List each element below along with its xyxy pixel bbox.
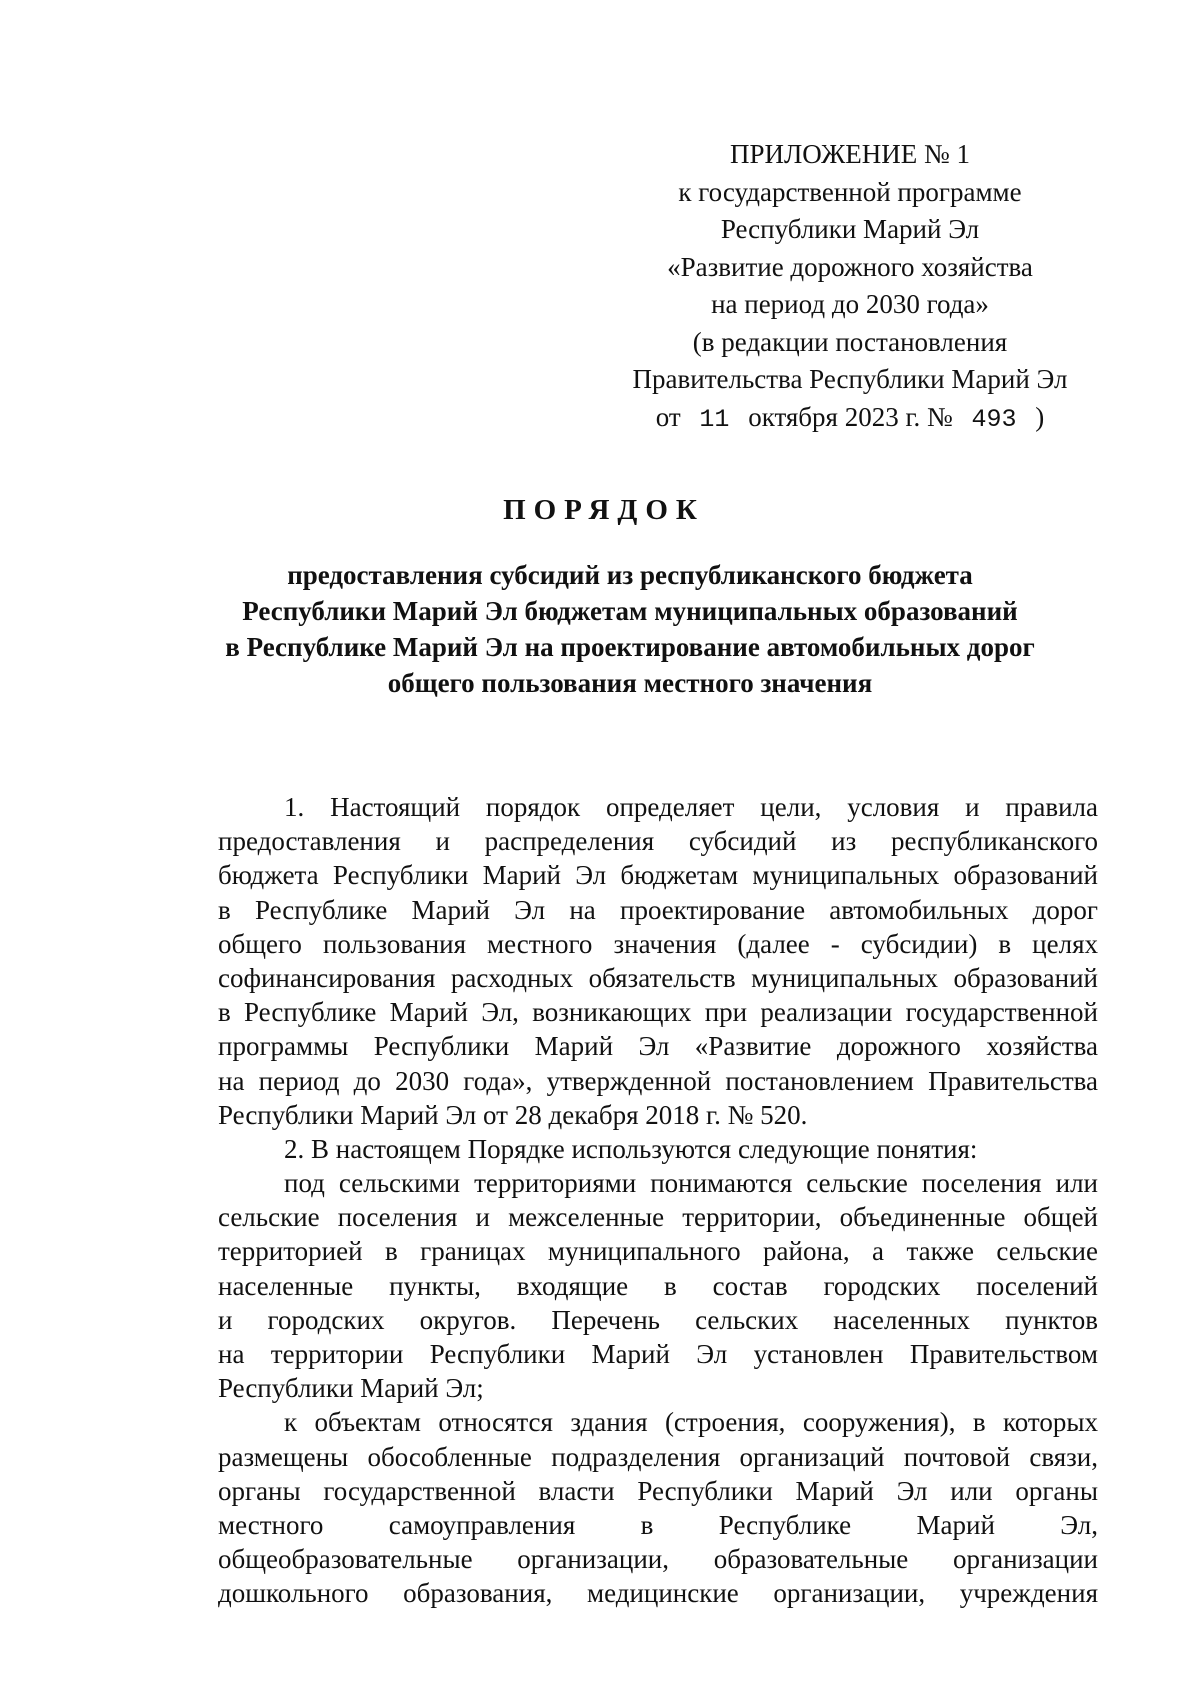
body-line: 2. В настоящем Порядке используются следующие понятия: <box>284 1133 978 1164</box>
body-line: общеобразовательные организации, образовательные организации <box>218 1544 1098 1575</box>
body-line: и городских округов. Перечень сельских населенных пунктов <box>218 1304 1098 1335</box>
appendix-header <box>600 136 1100 438</box>
subtitle-line: в Республике Марий Эл на проектирование автомобильных дорог <box>225 632 1035 662</box>
body-line: к объектам относятся здания (строения, сооружения), в которых <box>284 1407 1098 1438</box>
appendix-line: на период до 2030 года» <box>711 289 989 319</box>
body-line: в Республике Марий Эл на проектирование автомобильных дорог <box>218 894 1098 925</box>
body-line: общего пользования местного значения (далее - субсидии) в целях <box>218 928 1098 959</box>
appendix-line: ПРИЛОЖЕНИЕ № 1 <box>729 139 971 169</box>
body-line: в Республике Марий Эл, возникающих при реализации государственной <box>218 997 1098 1028</box>
body-line: программы Республики Марий Эл «Развитие дорожного хозяйства <box>218 1031 1098 1062</box>
body-line: Республики Марий Эл от 28 декабря 2018 г. № 520. <box>218 1099 808 1130</box>
body-line: размещены обособленные подразделения организаций почтовой связи, <box>218 1441 1098 1472</box>
body-line: сельские поселения и межселенные территории, объединенные общей <box>218 1202 1098 1233</box>
appendix-line: «Развитие дорожного хозяйства <box>667 251 1033 282</box>
body-line: органы государственной власти Республики Марий Эл или органы <box>218 1475 1098 1506</box>
appendix-line: к государственной программе <box>678 176 1022 207</box>
body-line: населенные пункты, входящие в состав городских поселений <box>218 1270 1098 1301</box>
body-line: под сельскими территориями понимаются сельские поселения или <box>284 1168 1098 1199</box>
body-line: предоставления и распределения субсидий из республиканского <box>218 826 1098 857</box>
body-line: на территории Республики Марий Эл установлен Правительством <box>218 1339 1098 1369</box>
appendix-date-line <box>600 399 1100 439</box>
date-suffix: ) <box>1035 401 1045 432</box>
date-day: 11 <box>699 404 730 434</box>
body-line: софинансирования расходных обязательств муниципальных образований <box>218 962 1098 993</box>
body-line: на период до 2030 года», утвержденной постановлением Правительства <box>218 1065 1098 1096</box>
date-prefix: от <box>655 401 681 432</box>
appendix-line: Правительства Республики Марий Эл <box>632 364 1068 394</box>
body-line: бюджета Республики Марий Эл бюджетам муниципальных образований <box>218 860 1098 891</box>
document-number: 493 <box>971 404 1017 434</box>
body-line: 1. Настоящий порядок определяет цели, условия и правила <box>284 792 1098 822</box>
body-line: дошкольного образования, медицинские организации, учреждения <box>218 1578 1098 1609</box>
document-title: ПОРЯДОК <box>503 494 705 526</box>
appendix-line: (в редакции постановления <box>692 326 1008 357</box>
appendix-line: Республики Марий Эл <box>720 214 980 244</box>
body-line: Республики Марий Эл; <box>218 1373 484 1404</box>
document-subtitle <box>180 557 1080 701</box>
document-body <box>218 790 1098 1611</box>
subtitle-line: общего пользования местного значения <box>387 668 873 698</box>
body-line: местного самоуправления в Республике Марий Эл, <box>218 1509 1098 1540</box>
subtitle-line: предоставления субсидий из республиканского бюджета <box>287 560 973 590</box>
body-line: территорией в границах муниципального района, а также сельские <box>218 1236 1098 1267</box>
date-month-year: октября 2023 г. № <box>748 401 953 432</box>
subtitle-line: Республики Марий Эл бюджетам муниципальных образований <box>242 596 1018 626</box>
